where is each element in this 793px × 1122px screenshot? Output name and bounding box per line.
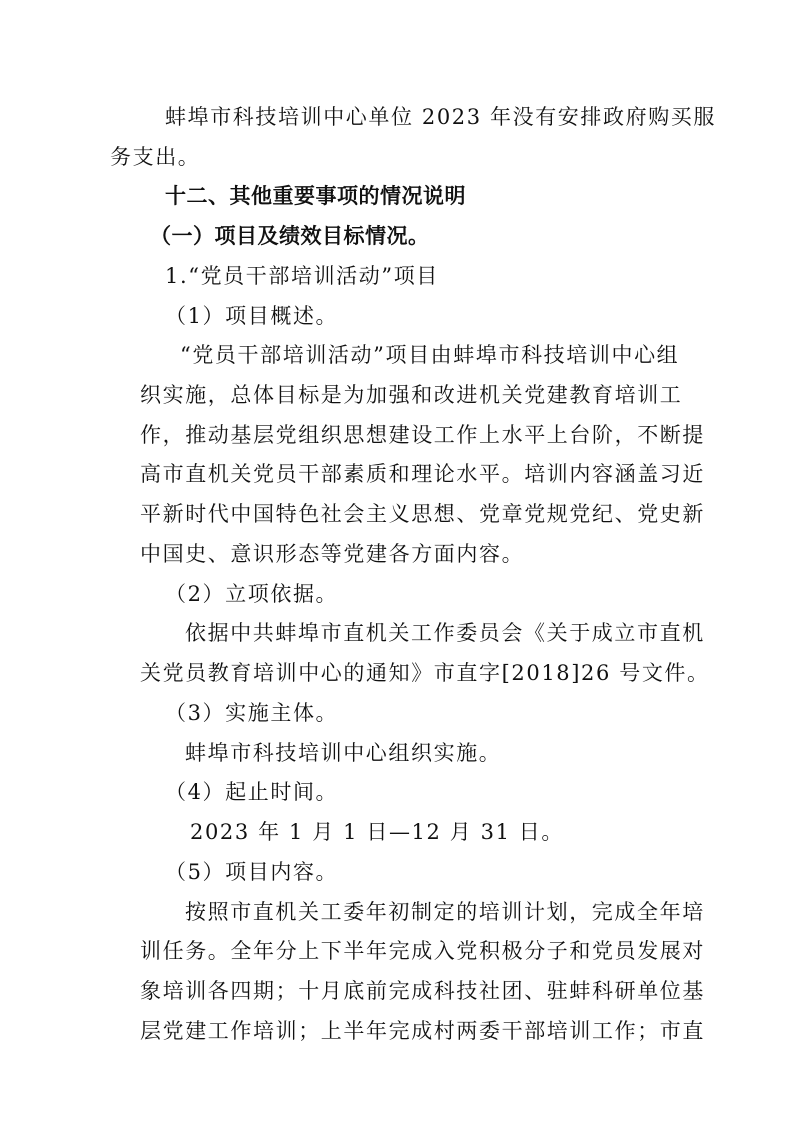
date-range: 2023 年 1 月 1 日—12 月 31 日。 xyxy=(190,820,565,844)
section-heading: 十二、其他重要事项的情况说明 xyxy=(165,184,466,208)
project-title: 1.“党员干部培训活动”项目 xyxy=(165,264,439,288)
paragraph-line: 作，推动基层党组织思想建设工作上水平上台阶，不断提 xyxy=(140,423,705,447)
paragraph-line: 高市直机关党员干部素质和理论水平。培训内容涵盖习近 xyxy=(140,462,705,486)
item-heading: （4）起止时间。 xyxy=(165,780,339,804)
paragraph-line: 中国史、意识形态等党建各方面内容。 xyxy=(140,542,525,566)
paragraph-line: “党员干部培训活动”项目由蚌埠市科技培训中心组 xyxy=(180,343,680,367)
paragraph-line: 蚌埠市科技培训中心组织实施。 xyxy=(185,741,502,765)
paragraph-line: 按照市直机关工委年初制定的培训计划，完成全年培 xyxy=(185,900,705,924)
paragraph-line: 象培训各四期；十月底前完成科技社团、驻蚌科研单位基 xyxy=(140,979,705,1003)
paragraph-line: 织实施，总体目标是为加强和改进机关党建教育培训工 xyxy=(140,383,683,407)
item-heading: （2）立项依据。 xyxy=(165,582,339,606)
paragraph-line: 平新时代中国特色社会主义思想、党章党规党纪、党史新 xyxy=(140,502,705,526)
paragraph-line: 训任务。全年分上下半年完成入党积极分子和党员发展对 xyxy=(140,939,705,963)
item-heading: （3）实施主体。 xyxy=(165,701,339,725)
paragraph-line: 依据中共蚌埠市直机关工作委员会《关于成立市直机 xyxy=(185,621,705,645)
item-heading: （1）项目概述。 xyxy=(165,304,339,328)
paragraph-line: 务支出。 xyxy=(110,145,201,169)
item-heading: （5）项目内容。 xyxy=(165,860,339,884)
paragraph-line: 蚌埠市科技培训中心单位 2023 年没有安排政府购买服 xyxy=(165,105,716,129)
paragraph-line: 层党建工作培训；上半年完成村两委干部培训工作；市直 xyxy=(140,1019,705,1043)
paragraph-line: 关党员教育培训中心的通知》市直字[2018]26 号文件。 xyxy=(140,661,710,685)
subsection-heading: （一）项目及绩效目标情况。 xyxy=(150,224,430,248)
